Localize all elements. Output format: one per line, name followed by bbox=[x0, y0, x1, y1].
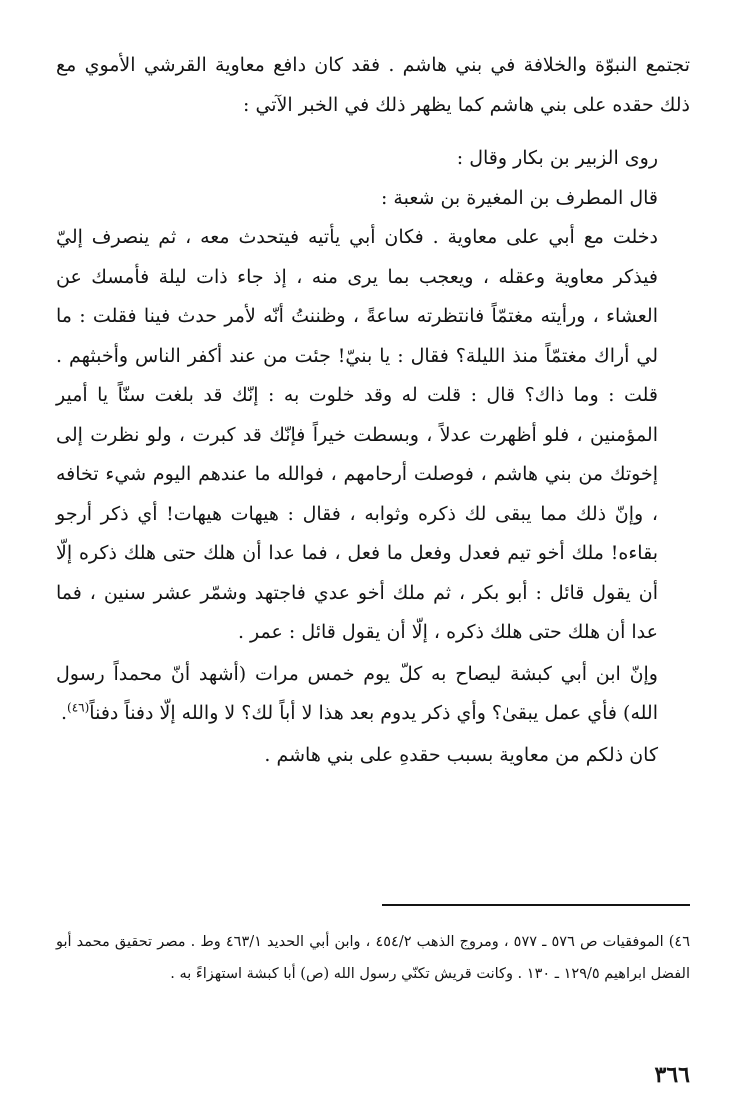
footnote-marker: (٤٦) bbox=[67, 700, 90, 715]
footnote-text: ٤٦) الموفقيات ص ٥٧٦ ـ ٥٧٧ ، ومروج الذهب ٤٥٤/٢ ، وابن أبي الحديد ٤٦٣/١ وط . مصر تحقيق محمد أبو الفضل ابراهيم ١٢٩/٥ ـ ١٣٠ . وكانت قريش تكنّي رسول الله (ص) أبا كبشة استهزاءً به . bbox=[56, 934, 690, 982]
page-body bbox=[56, 46, 690, 775]
page-number: ٣٦٦ bbox=[654, 1062, 690, 1088]
intro-paragraph: تجتمع النبوّة والخلافة في بني هاشم . فقد كان دافع معاوية القرشي الأموي مع ذلك حقده على بني هاشم كما يظهر ذلك في الخبر الآتي : bbox=[56, 54, 690, 116]
narration-paragraph: دخلت مع أبي على معاوية . فكان أبي يأتيه فيتحدث معه ، ثم ينصرف إليّ فيذكر معاوية وعقله ، ويعجب بما يرى منه ، إذ جاء ذات ليلة فأمسك عن العشاء ، ورأيته مغتمّاً فانتظرته ساعةً ، وظننتُ أنّه لأمر حدث فينا فقلت : ما لي أراك مغتمّاً منذ الليلة؟ فقال : يا بنيّ! جئت من عند أكفر الناس وأخبثهم . قلت : وما ذاك؟ قال : قلت له وقد خلوت به : إنّك قد بلغت سنّاً يا أمير المؤمنين ، فلو أظهرت عدلاً ، وبسطت خيراً فإنّك قد كبرت ، ولو نظرت إلى إخوتك من بني هاشم ، فوصلت أرحامهم ، فوالله ما عندهم اليوم شيء تخافه ، وإنّ ذلك مما يبقى لك ذكره وثوابه ، فقال : هيهات هيهات! أي ذكر أرجو بقاءه! ملك أخو تيم فعدل وفعل ما فعل ، فما عدا أن هلك حتى هلك ذكره إلّا أن يقول قائل : أبو بكر ، ثم ملك أخو عدي فاجتهد وشمّر عشر سنين ، فما عدا أن هلك حتى هلك ذكره ، إلّا أن يقول قائل : عمر . bbox=[56, 226, 658, 643]
conclusion-paragraph: كان ذلكم من معاوية بسبب حقدهِ على بني هاشم . bbox=[264, 743, 658, 766]
continuation-end: . bbox=[60, 702, 68, 724]
narrator-line-2: قال المطرف بن المغيرة بن شعبة : bbox=[380, 186, 658, 209]
continuation-paragraph bbox=[56, 655, 690, 734]
narrator-line-1: روى الزبير بن بكار وقال : bbox=[456, 147, 658, 169]
footnote-divider bbox=[382, 904, 690, 906]
continuation-text: وإنّ ابن أبي كبشة ليصاح به كلّ يوم خمس مرات (أشهد أنّ محمداً رسول الله) فأي عمل يبقىٰ؟ وأي ذكر يدوم بعد هذا لا أباً لك؟ لا والله إلّا دفناً دفناً bbox=[56, 662, 658, 724]
